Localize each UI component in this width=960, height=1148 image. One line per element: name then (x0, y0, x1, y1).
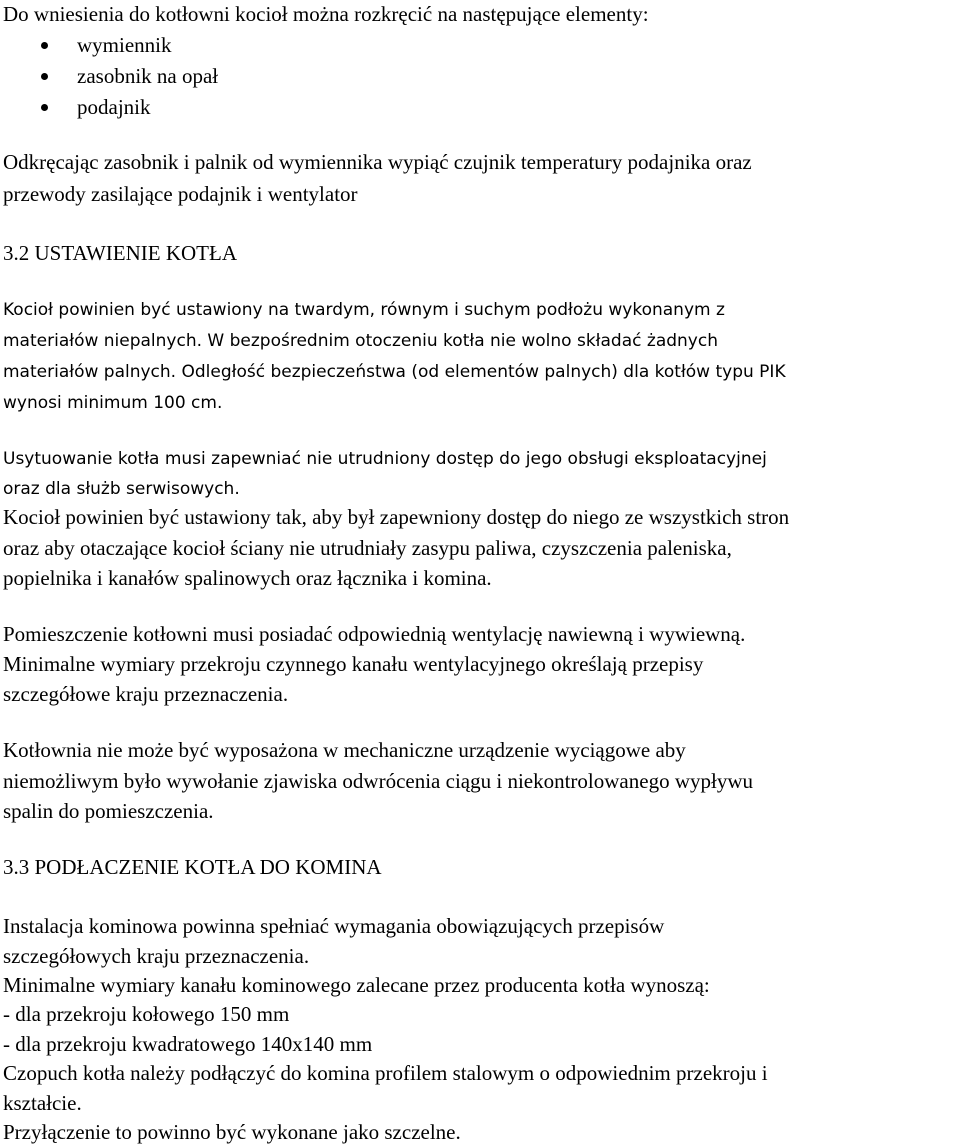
paragraph-line: spalin do pomieszczenia. (3, 799, 214, 823)
paragraph-line: Odkręcając zasobnik i palnik od wymiennika wypiąć czujnik temperatury podajnika oraz (3, 150, 752, 174)
paragraph-line: Instalacja kominowa powinna spełniać wymagania obowiązujących przepisów (3, 914, 665, 938)
section-heading-3-2: 3.2 USTAWIENIE KOTŁA (3, 241, 238, 265)
paragraph-line: materiałów palnych. Odległość bezpieczeństwa (od elementów palnych) dla kotłów typu PIK (3, 362, 786, 382)
paragraph-line: materiałów niepalnych. W bezpośrednim otoczeniu kotła nie wolno składać żadnych (3, 331, 718, 351)
paragraph-line: Minimalne wymiary przekroju czynnego kanału wentylacyjnego określają przepisy (3, 652, 704, 676)
paragraph-line: - dla przekroju kołowego 150 mm (3, 1002, 290, 1026)
paragraph-line: Minimalne wymiary kanału kominowego zalecane przez producenta kotła wynoszą: (3, 973, 710, 997)
paragraph-line: Przyłączenie to powinno być wykonane jako szczelne. (3, 1120, 461, 1144)
paragraph-line: szczegółowych kraju przeznaczenia. (3, 944, 310, 968)
paragraph-line: Usytuowanie kotła musi zapewniać nie utrudniony dostęp do jego obsługi eksploatacyjnej (3, 449, 767, 469)
list-item: zasobnik na opał (3, 62, 403, 90)
bullet-icon (41, 73, 48, 80)
paragraph-line: - dla przekroju kwadratowego 140x140 mm (3, 1032, 373, 1056)
paragraph-line: Kocioł powinien być ustawiony tak, aby był zapewniony dostęp do niego ze wszystkich stron (3, 505, 790, 529)
paragraph-line: Pomieszczenie kotłowni musi posiadać odpowiednią wentylację nawiewną i wywiewną. (3, 622, 746, 646)
paragraph-line: wynosi minimum 100 cm. (3, 393, 223, 413)
paragraph-line: szczegółowe kraju przeznaczenia. (3, 682, 289, 706)
paragraph-line: kształcie. (3, 1091, 82, 1115)
paragraph-line: Kotłownia nie może być wyposażona w mechaniczne urządzenie wyciągowe aby (3, 738, 686, 762)
paragraph-line: popielnika i kanałów spalinowych oraz łącznika i komina. (3, 566, 492, 590)
paragraph-line: niemożliwym było wywołanie zjawiska odwrócenia ciągu i niekontrolowanego wypływu (3, 769, 753, 793)
paragraph-line: Kocioł powinien być ustawiony na twardym, równym i suchym podłożu wykonanym z (3, 300, 725, 320)
paragraph-line: oraz aby otaczające kocioł ściany nie utrudniały zasypu paliwa, czyszczenia paleniska, (3, 536, 732, 560)
list-item: wymiennik (3, 31, 403, 59)
intro-text: Do wniesienia do kotłowni kocioł można rozkręcić na następujące elementy: (3, 2, 649, 26)
paragraph-line: oraz dla służb serwisowych. (3, 479, 240, 499)
section-heading-3-3: 3.3 PODŁACZENIE KOTŁA DO KOMINA (3, 855, 382, 879)
paragraph-line: Czopuch kotła należy podłączyć do komina profilem stalowym o odpowiednim przekroju i (3, 1061, 768, 1085)
paragraph-line: przewody zasilające podajnik i wentylator (3, 182, 358, 206)
list-item: podajnik (3, 93, 403, 121)
bullet-icon (41, 42, 48, 49)
bullet-icon (41, 104, 48, 111)
